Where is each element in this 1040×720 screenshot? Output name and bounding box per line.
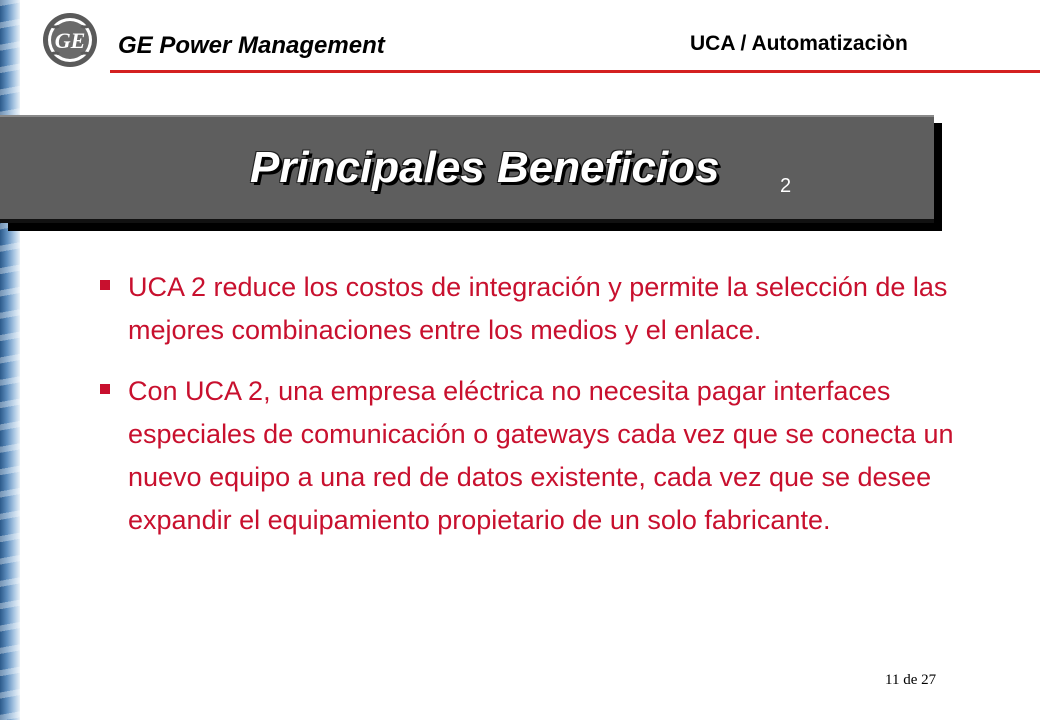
decorative-side-strip [0,0,20,720]
section-title: UCA / Automatizaciòn [690,32,908,55]
header-divider [110,70,1040,73]
bullet-item [100,370,980,542]
square-bullet-icon [100,384,110,394]
bullet-text: UCA 2 reduce los costos de integración y permite la selección de las mejores combinaciones entre los medios y el enlace. [128,272,948,345]
ge-logo-text: GE [54,28,86,53]
bullet-text: Con UCA 2, una empresa eléctrica no necesita pagar interfaces especiales de comunicación o gateways cada vez que se conecta un nuevo equipo a una red de datos existente, cada vez que se desee expandir el equipamiento propietario de un solo fabricante. [128,376,954,535]
bullet-item [100,266,980,352]
bullet-list [100,266,980,560]
slide-title: Principales Beneficios [250,143,720,192]
slide-title-suffix: 2 [780,175,792,197]
page-number: 11 de 27 [885,672,937,688]
company-name: GE Power Management [118,32,385,59]
ge-logo-icon [42,12,98,68]
square-bullet-icon [100,280,110,290]
